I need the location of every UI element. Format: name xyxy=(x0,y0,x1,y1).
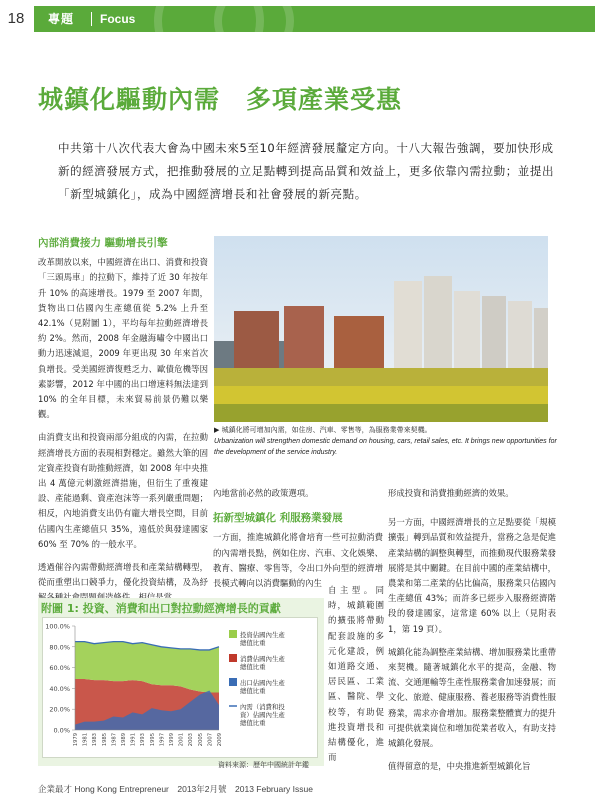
legend-label: 總值比重 xyxy=(240,639,266,647)
x-tick-label: 1997 xyxy=(159,733,166,747)
x-tick-label: 1987 xyxy=(111,733,118,747)
middle-column-continued xyxy=(328,583,384,773)
x-tick-label: 2009 xyxy=(217,733,223,747)
legend-label: 資）佔國內生產 xyxy=(240,711,285,719)
x-tick-label: 1991 xyxy=(130,733,137,747)
section-divider xyxy=(91,12,92,26)
x-tick-label: 1981 xyxy=(82,733,89,747)
chart-panel xyxy=(42,617,318,758)
chart-title: 附圖 1: 投資、消費和出口對拉動經濟增長的貢獻 xyxy=(41,602,281,615)
y-tick-label: 0.0% xyxy=(53,726,70,735)
legend-label: 總值比重 xyxy=(240,663,266,671)
x-tick-label: 2005 xyxy=(197,733,204,747)
legend-swatch xyxy=(229,654,237,662)
paragraph: 自主型。同時，城鎮範圍的擴張將帶動配套設施的多元化建設，例如道路交通、居民區、工業區、醫院、學校等，有助促進投資增長和結構優化，進而 xyxy=(328,585,384,763)
legend-label: 總值比重 xyxy=(240,687,266,695)
x-tick-label: 2007 xyxy=(207,733,214,747)
caption-zh: ▶ 城鎮化將可增加內需，如住房、汽車、零售等，為服務業帶來契機。 xyxy=(214,426,432,434)
legend-label: 投資佔國內生產 xyxy=(240,631,285,639)
x-tick-label: 1979 xyxy=(73,733,79,747)
x-tick-label: 1995 xyxy=(149,733,156,747)
section-sub-label: Focus xyxy=(100,12,136,26)
right-column xyxy=(388,486,556,782)
photo-caption xyxy=(214,425,559,458)
y-tick-label: 80.0% xyxy=(49,643,70,652)
legend-label: 內需（消費和投 xyxy=(240,703,285,711)
article-lead: 中共第十八次代表大會為中國未來5至10年經濟發展釐定方向。十八大報告強調，要加快形成新的經濟發展方式，把推動發展的立足點轉到提高品質和效益上，更多依靠內需拉動；並提出「新型城鎮化」，成為中國經濟增長和社會發展的新亮點。 xyxy=(58,141,555,201)
section-label: 專題 xyxy=(48,12,75,26)
x-tick-label: 1983 xyxy=(92,733,99,747)
section-heading: 內部消費接力 驅動增長引擎 xyxy=(38,237,168,249)
paragraph: 形成投資和消費推動經濟的效果。 xyxy=(388,488,514,498)
city-photo xyxy=(214,236,548,422)
x-tick-label: 2001 xyxy=(178,733,185,747)
paragraph: 一方面，推進城鎮化將會培育一些可拉動消費的內需增長點，例如住房、汽車、文化娛樂、教育、醫療、零售等，令出口外向型的經濟增長模式轉向以消費驅動的內生 xyxy=(213,532,383,589)
chart-source: 資料來源：歷年中國統計年鑑 xyxy=(218,761,309,769)
y-tick-label: 60.0% xyxy=(49,664,70,673)
chart-svg xyxy=(43,618,317,757)
legend-label: 總值比重 xyxy=(240,719,266,727)
paragraph: 透過催谷內需帶動經濟增長和產業結構轉型，從而重塑出口競爭力，優化投資結構，及為紓 xyxy=(38,562,208,588)
x-tick-label: 1999 xyxy=(169,733,175,747)
x-tick-label: 1985 xyxy=(101,733,108,747)
left-column xyxy=(38,236,208,614)
caption-en: Urbanization will strengthen domestic demand on housing, cars, retail sales, etc. It brings new opportunities for the development of the service industry. xyxy=(214,438,557,456)
paragraph: 值得留意的是，中央推進新型城鎮化旨 xyxy=(388,761,531,772)
paragraph: 另一方面，中國經濟增長的立足點要從「規模擴張」轉到品質和效益提升，當務之急是促進產業結構的調整與轉型，而推動現代服務業發展將是其中關鍵。在目前中國的產業結構中，農業和第二產業的佔比偏高，服務業只佔國內生產總值 43%；而許多已經步入服務經濟階段的發達國家，這常達 60% 以上（見附表 1，第 19 頁）。 xyxy=(388,517,556,634)
paragraph: 由消費支出和投資兩部分組成的內需，在拉動經濟增長方面的表現相對穩定。雖然大筆的固定資產投資有助推動經濟，如 2008 年中央推出 4 萬億元刺激經濟措施，但衍生了重複建設、產能過剩、資產泡沫等一系列嚴重問題；相反，內地消費支出仍有龐大增長空間，目前佔國內生產總值只 35%，遠低於與發達國家 60% 至 70% 的一般水平。 xyxy=(38,432,208,549)
section-heading: 拓新型城鎮化 利服務業發展 xyxy=(213,512,343,525)
decorative-swirl xyxy=(214,6,294,32)
legend-label: 出口佔國內生產 xyxy=(240,679,285,687)
city-photo-illustration xyxy=(214,236,548,422)
page-footer: 企業最才 Hong Kong Entrepreneur 2013年2月號 2013 February Issue xyxy=(38,784,313,794)
paragraph: 城鎮化能為調整產業結構、增加服務業比重帶來契機。隨著城鎮化水平的提高，金融、物流、交通運輸等生產性服務業會加速發展；而文化、旅遊、健康服務、養老服務等消費性服務業，需求亦會增加。服務業整體實力的提升可提供就業崗位和增加從業者收入，有助支持城鎮化發展。 xyxy=(388,646,556,749)
paragraph: 改革開放以來，中國經濟在出口、消費和投資「三頭馬車」的拉動下，維持了近 30 年按年升 10% 的高速增長。1979 至 2007 年間，貨物出口佔國內生產總值從 5.2% 上升至 42.1%（見附圖 1），平均每年拉動經濟增長約 2%。然而，2008 年金融海嘯令中國出口動力迅速減退，2009 年更出現 30 年來首次負增長。受美國經濟復甦乏力、歐債危機等因素影響，2012 年中國的出口增速料無法達到 10% 的全年目標，未來貿易前景仍難以樂觀。 xyxy=(38,257,208,420)
page-number: 18 xyxy=(0,6,32,32)
page-header xyxy=(0,0,595,44)
x-tick-label: 2003 xyxy=(188,733,195,747)
y-tick-label: 20.0% xyxy=(49,705,70,714)
legend-swatch xyxy=(229,630,237,638)
x-tick-label: 1993 xyxy=(140,733,147,747)
legend-swatch xyxy=(229,678,237,686)
y-tick-label: 40.0% xyxy=(49,684,70,693)
y-tick-label: 100.0% xyxy=(45,622,70,631)
article-title: 城鎮化驅動內需 多項產業受惠 xyxy=(38,85,403,114)
paragraph: 內地當前必然的政策選項。 xyxy=(213,488,314,498)
legend-label: 消費佔國內生產 xyxy=(240,655,285,663)
x-tick-label: 1989 xyxy=(121,733,127,747)
